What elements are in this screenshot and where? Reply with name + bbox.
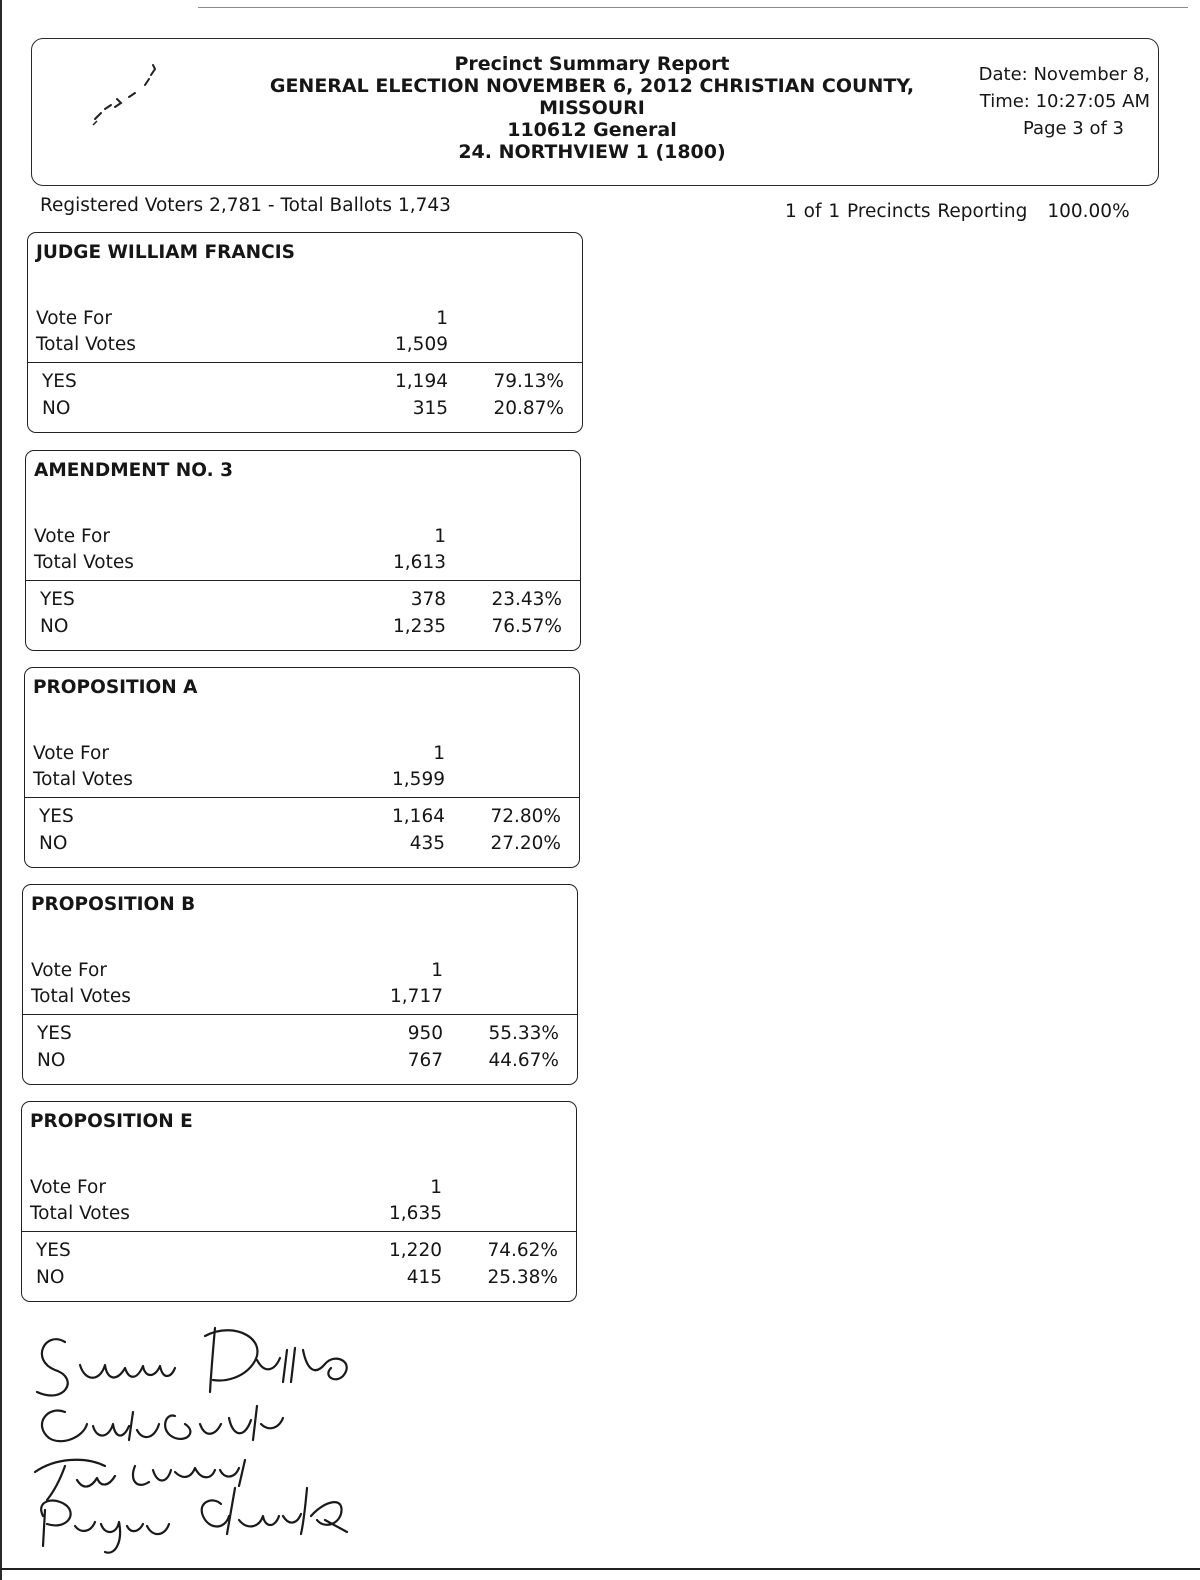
precinct-name: 24. NORTHVIEW 1 (1800) [458, 141, 726, 163]
total-votes-label: Total Votes [34, 552, 134, 573]
choice-votes: 315 [412, 398, 448, 419]
choice-label: YES [42, 371, 77, 392]
total-votes-label: Total Votes [31, 986, 131, 1007]
total-votes-value: 1,509 [395, 334, 448, 355]
contest-divider [28, 362, 582, 363]
total-votes-value: 1,717 [390, 986, 443, 1007]
choice-percent: 55.33% [488, 1023, 559, 1044]
contest-title: AMENDMENT NO. 3 [34, 460, 233, 481]
total-votes-label: Total Votes [36, 334, 136, 355]
vote-for-value: 1 [434, 526, 446, 547]
choice-votes: 435 [409, 833, 445, 854]
choice-label: YES [40, 589, 75, 610]
vote-for-value: 1 [431, 960, 443, 981]
contest-title: PROPOSITION B [31, 894, 196, 915]
contest-box [24, 667, 580, 868]
total-votes-label: Total Votes [33, 769, 133, 790]
choice-votes: 1,194 [395, 371, 448, 392]
report-date: Date: November 8, [978, 64, 1150, 85]
contest-box [22, 884, 578, 1085]
choice-percent: 79.13% [493, 371, 564, 392]
contest-divider [23, 1014, 577, 1015]
choice-label: NO [40, 616, 69, 637]
vote-for-label: Vote For [30, 1177, 106, 1198]
choice-votes: 1,220 [389, 1240, 442, 1261]
page-edge-left [0, 0, 2, 1580]
vote-for-label: Vote For [34, 526, 110, 547]
precincts-reporting [785, 201, 1130, 222]
contest-divider [22, 1231, 576, 1232]
vote-for-label: Vote For [31, 960, 107, 981]
report-header [31, 38, 1159, 186]
vote-for-value: 1 [433, 743, 445, 764]
choice-votes: 1,164 [392, 806, 445, 827]
report-time: Time: 10:27:05 AM [979, 91, 1150, 112]
choice-label: NO [39, 833, 68, 854]
state-name: MISSOURI [539, 97, 645, 119]
contest-title: PROPOSITION A [33, 677, 198, 698]
choice-label: NO [36, 1267, 65, 1288]
choice-percent: 23.43% [491, 589, 562, 610]
contest-title: JUDGE WILLIAM FRANCIS [36, 242, 295, 263]
signatures [25, 1320, 385, 1560]
vote-for-value: 1 [430, 1177, 442, 1198]
vote-for-value: 1 [436, 308, 448, 329]
registered-voters: Registered Voters 2,781 - Total Ballots 1,743 [40, 195, 451, 216]
choice-percent: 76.57% [491, 616, 562, 637]
choice-percent: 25.38% [487, 1267, 558, 1288]
total-votes-value: 1,599 [392, 769, 445, 790]
choice-votes: 1,235 [393, 616, 446, 637]
contest-divider [26, 580, 580, 581]
choice-percent: 20.87% [493, 398, 564, 419]
page-edge-bottom [0, 1568, 1200, 1570]
total-votes-value: 1,613 [393, 552, 446, 573]
precincts-reporting-label: 1 of 1 Precincts Reporting [785, 201, 1028, 222]
vote-for-label: Vote For [33, 743, 109, 764]
choice-percent: 74.62% [487, 1240, 558, 1261]
contest-title: PROPOSITION E [30, 1111, 193, 1132]
vote-for-label: Vote For [36, 308, 112, 329]
precincts-reporting-pct: 100.00% [1047, 201, 1130, 222]
choice-percent: 27.20% [490, 833, 561, 854]
choice-votes: 378 [410, 589, 446, 610]
total-votes-label: Total Votes [30, 1203, 130, 1224]
report-title: Precinct Summary Report [454, 53, 730, 75]
choice-label: YES [36, 1240, 71, 1261]
contest-divider [25, 797, 579, 798]
choice-votes: 415 [406, 1267, 442, 1288]
page-number: Page 3 of 3 [1023, 118, 1124, 139]
choice-percent: 72.80% [490, 806, 561, 827]
report-title-block [202, 53, 982, 163]
election-code: 110612 General [507, 119, 677, 141]
page-edge-top [198, 7, 1188, 8]
choice-label: NO [37, 1050, 66, 1071]
choice-label: YES [37, 1023, 72, 1044]
election-name: GENERAL ELECTION NOVEMBER 6, 2012 CHRISTIAN COUNTY, [269, 75, 915, 97]
total-votes-value: 1,635 [389, 1203, 442, 1224]
contest-box [27, 232, 583, 433]
contest-box [25, 450, 581, 651]
choice-votes: 767 [407, 1050, 443, 1071]
choice-percent: 44.67% [488, 1050, 559, 1071]
county-logo-icon [87, 59, 177, 129]
report-meta [950, 61, 1150, 142]
choice-label: YES [39, 806, 74, 827]
choice-votes: 950 [407, 1023, 443, 1044]
contest-box [21, 1101, 577, 1302]
choice-label: NO [42, 398, 71, 419]
